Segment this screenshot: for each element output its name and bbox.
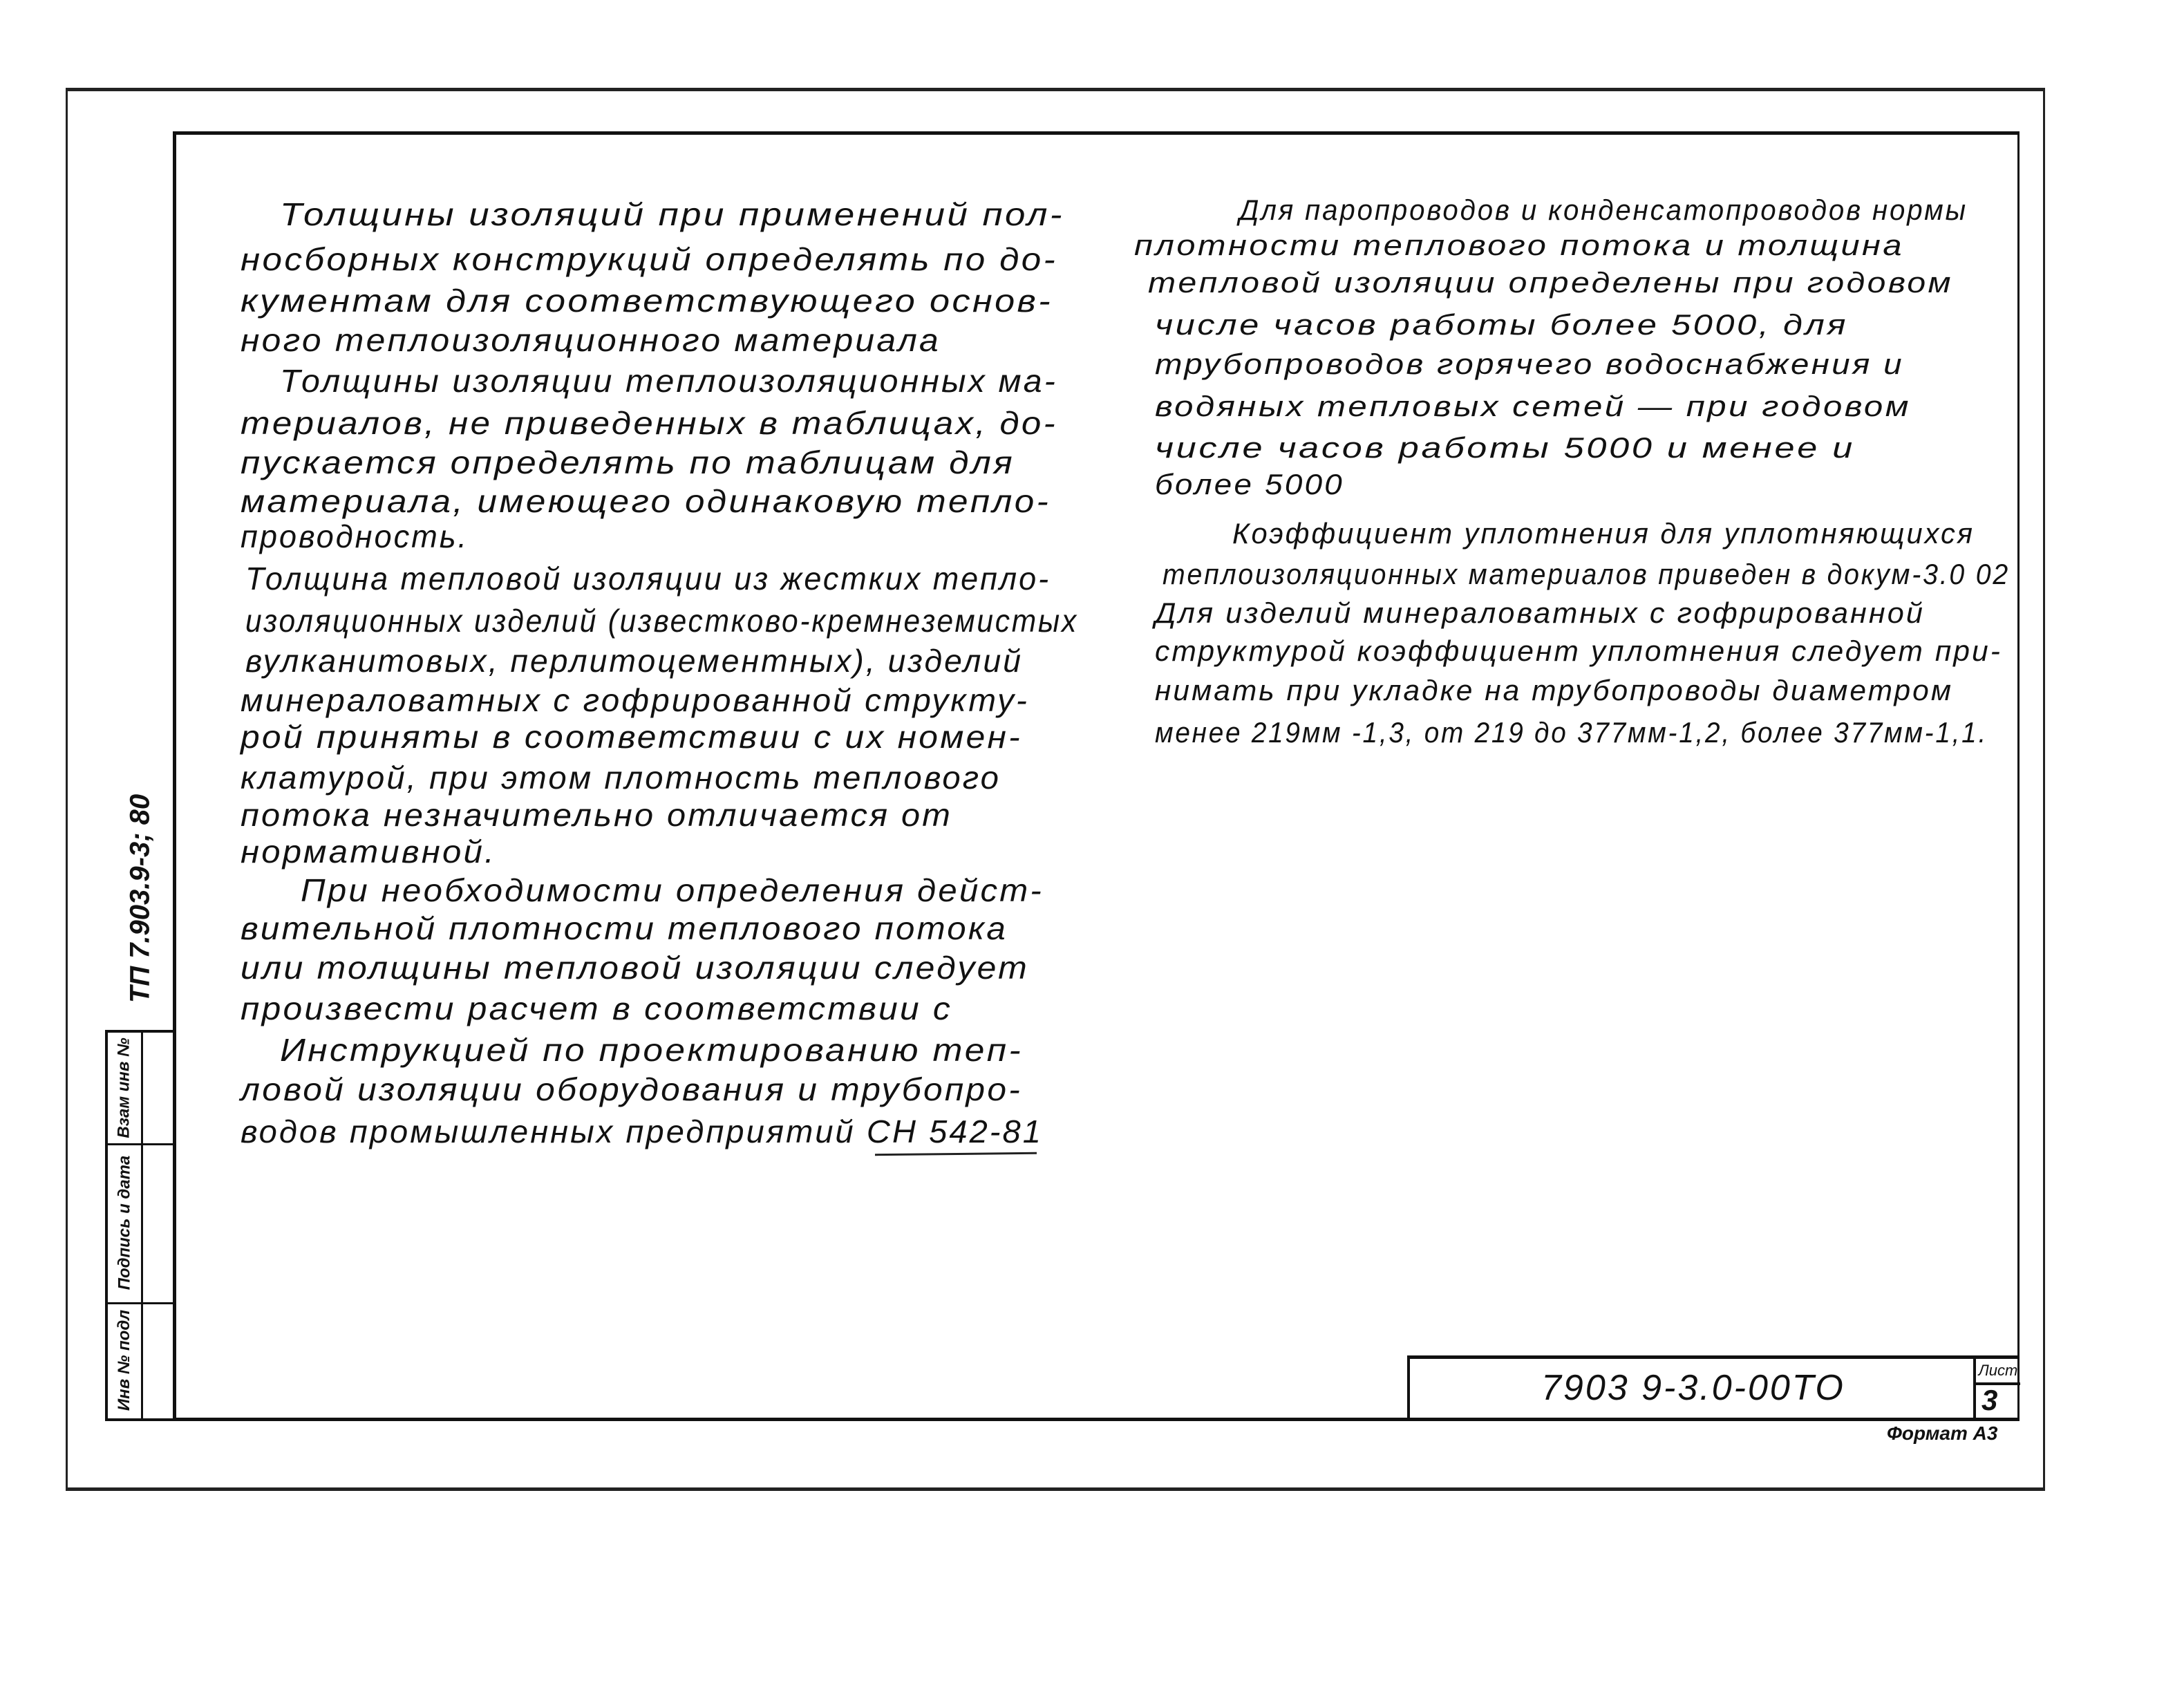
text-line: структурой коэффициент уплотнения следует при- (1155, 635, 2002, 667)
text-line: водов промышленных предприятий СН 542-81 (241, 1114, 1043, 1149)
paper-format-label: Формат А3 (1887, 1422, 1998, 1444)
text-line: изоляционных изделий (известково-кремнеземистых (245, 603, 1078, 639)
stamp-label-signature-date: Подпись и дата (115, 1155, 134, 1290)
text-line: потока незначительно отличается от (241, 797, 952, 833)
text-line: При необходимости определения дейст- (301, 872, 1044, 908)
text-line: или толщины тепловой изоляции следует (241, 950, 1029, 986)
text-line: водяных тепловых сетей — при годовом (1155, 390, 1911, 422)
text-line: минераловатных с гофрированной структу- (241, 682, 1029, 718)
text-line: вулканитовых, перлитоцементных), изделий (245, 643, 1023, 679)
text-line: кументам для соответствующего основ- (241, 283, 1053, 319)
stamp-column-divider (141, 1033, 143, 1418)
document-code: 7903 9-3.0-00ТО (1541, 1368, 1845, 1408)
text-line: ного теплоизоляционного материала (241, 322, 941, 358)
text-line: пускается определять по таблицам для (241, 444, 1015, 480)
text-line: Для паропроводов и конденсатопроводов нормы (1239, 194, 1968, 226)
text-line: произвести расчет в соответствии с (241, 990, 952, 1026)
side-stamp-table (105, 1030, 174, 1421)
text-line: Инструкцией по проектированию теп- (280, 1032, 1023, 1068)
text-line: Толщина тепловой изоляции из жестких тепло- (245, 561, 1051, 597)
text-line: териалов, не приведенных в таблицах, до- (241, 405, 1057, 441)
stamp-label-original-inv: Инв № подл (115, 1309, 133, 1411)
text-line: нормативной. (241, 834, 496, 870)
text-line: числе часов работы более 5000, для (1155, 308, 1848, 341)
title-block (1407, 1355, 2017, 1418)
text-line: ловой изоляции оборудования и трубопро- (241, 1071, 1022, 1107)
text-line: числе часов работы 5000 и менее и (1155, 431, 1855, 464)
text-line: Коэффициент уплотнения для уплотняющихся (1232, 517, 1975, 550)
text-line: Толщины изоляции теплоизоляционных ма- (280, 363, 1057, 399)
text-line: материала, имеющего одинаковую тепло- (241, 483, 1051, 519)
text-line: плотности теплового потока и толщина (1134, 229, 1904, 261)
sheet-number: 3 (1981, 1384, 1998, 1416)
text-line: более 5000 (1155, 468, 1344, 500)
text-line: Толщины изоляций при применений пол- (280, 196, 1064, 232)
text-line: рой приняты в соответствии с их номен- (241, 719, 1022, 755)
text-line: Для изделий минераловатных с гофрированной (1155, 597, 1925, 629)
text-line: проводность. (241, 518, 469, 554)
text-line: клатурой, при этом плотность теплового (241, 760, 1001, 796)
vertical-document-code: ТП 7.903.9-3; 80 (124, 793, 156, 1004)
text-line: носборных конструкций определять по до- (241, 241, 1057, 277)
sheet-cell (1973, 1359, 2020, 1418)
text-line: нимать при укладке на трубопроводы диаметром (1155, 674, 1953, 706)
text-line: тепловой изоляции определены при годовом (1148, 266, 1953, 299)
text-line: трубопроводов горячего водоснабжения и (1155, 348, 1904, 380)
text-line: менее 219мм -1,3, от 219 до 377мм-1,2, более 377мм-1,1. (1155, 716, 1988, 749)
text-line: вительной плотности теплового потока (241, 910, 1008, 946)
sheet-label: Лист (1976, 1359, 2020, 1385)
text-line: теплоизоляционных материалов приведен в докум-3.0 02 (1162, 558, 2010, 590)
stamp-label-replacement-inv: Взам инв № (115, 1037, 134, 1138)
